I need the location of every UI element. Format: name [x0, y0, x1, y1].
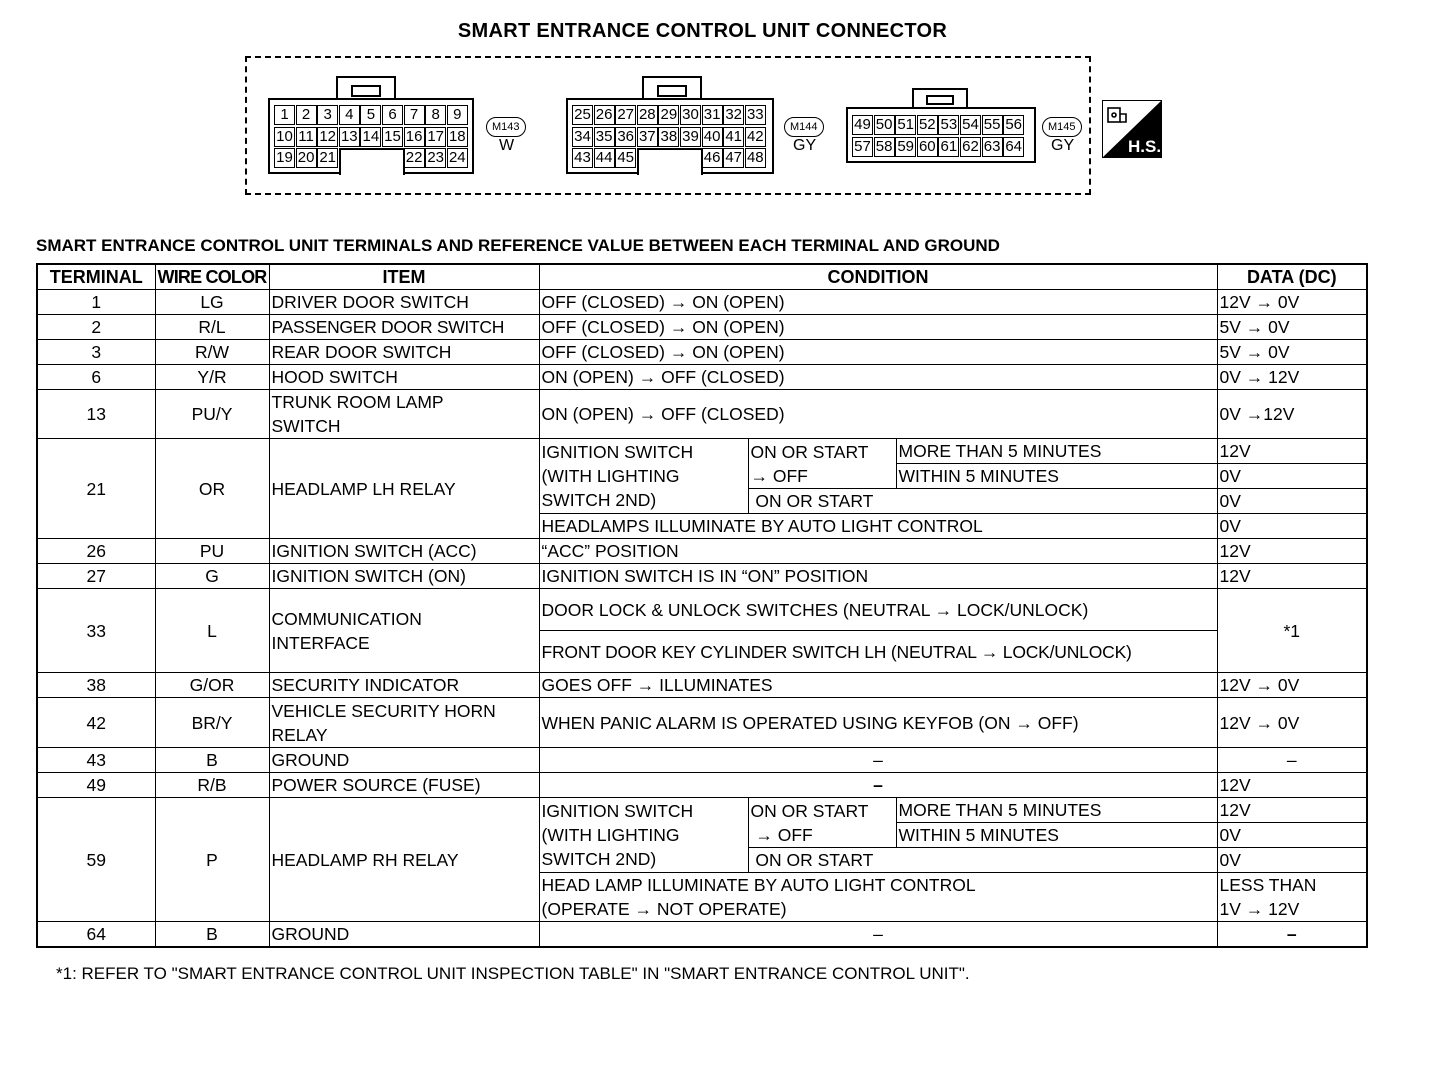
table-row	[37, 589, 1367, 631]
condition-line: IGNITION SWITCH	[541, 442, 694, 462]
connector-color-m144: GY	[793, 137, 817, 154]
connector-pin: 32	[723, 105, 744, 125]
terminal-cell: 3	[37, 340, 155, 365]
connector-latch-slot	[657, 85, 687, 97]
table-row	[37, 564, 1367, 589]
data-cell: 12V	[1217, 798, 1367, 823]
hs-icon-label: H.S.	[1128, 137, 1162, 156]
data-cell: 5V → 0V	[1217, 340, 1367, 365]
table-row	[37, 365, 1367, 390]
on-or-start-off-condition	[748, 439, 896, 489]
item-cell	[269, 698, 539, 748]
condition-line: → OFF	[750, 824, 813, 845]
header-item: ITEM	[269, 264, 539, 290]
ignition-switch-condition	[539, 798, 748, 873]
data-cell: 0V	[1217, 514, 1367, 539]
wire-color-cell: R/W	[155, 340, 269, 365]
wire-color-cell: P	[155, 798, 269, 922]
data-cell: 12V	[1217, 773, 1367, 798]
connector-pin: 51	[895, 115, 916, 135]
connector-pin: 30	[680, 105, 701, 125]
on-or-start-condition: ON OR START	[748, 848, 1217, 873]
connector-pin: 23	[425, 148, 446, 168]
condition-line: SWITCH 2ND)	[541, 849, 657, 869]
header-wire-color: WIRE COLOR	[155, 264, 269, 290]
terminal-cell: 26	[37, 539, 155, 564]
connector-pin: 43	[572, 148, 593, 168]
table-row	[37, 922, 1367, 948]
data-cell	[1217, 873, 1367, 922]
connector-pin: 35	[594, 127, 615, 147]
connector-pin: 57	[852, 137, 873, 157]
item-cell: SECURITY INDICATOR	[269, 673, 539, 698]
condition-cell: GOES OFF → ILLUMINATES	[539, 673, 1217, 698]
data-cell: –	[1217, 748, 1367, 773]
connector-pin: 4	[339, 105, 360, 125]
connector-color-m143: W	[499, 137, 515, 154]
terminal-cell: 42	[37, 698, 155, 748]
terminal-cell: 1	[37, 290, 155, 315]
connector-pin: 58	[874, 137, 895, 157]
data-line: LESS THAN	[1219, 875, 1317, 895]
connector-pin: 55	[982, 115, 1003, 135]
data-cell: 0V →12V	[1217, 390, 1367, 439]
connector-pin: 48	[745, 148, 766, 168]
item-cell: REAR DOOR SWITCH	[269, 340, 539, 365]
terminal-cell: 33	[37, 589, 155, 673]
condition-cell: OFF (CLOSED) → ON (OPEN)	[539, 290, 1217, 315]
connector-pin: 9	[447, 105, 468, 125]
connector-pin: 49	[852, 115, 873, 135]
connector-pin: 39	[680, 127, 701, 147]
connector-pin: 62	[960, 137, 981, 157]
condition-cell: OFF (CLOSED) → ON (OPEN)	[539, 340, 1217, 365]
condition-cell: –	[539, 922, 1217, 948]
terminal-cell: 49	[37, 773, 155, 798]
connector-pin: 10	[274, 127, 295, 147]
wire-color-cell: G	[155, 564, 269, 589]
item-line: COMMUNICATION	[271, 608, 422, 629]
connector-pin: 28	[637, 105, 658, 125]
terminal-cell: 64	[37, 922, 155, 948]
auto-light-condition	[539, 873, 1217, 922]
item-cell: IGNITION SWITCH (ACC)	[269, 539, 539, 564]
connector-latch-slot	[926, 95, 954, 105]
wire-color-cell: L	[155, 589, 269, 673]
item-cell	[269, 390, 539, 439]
data-line: 1V → 12V	[1219, 899, 1300, 919]
connector-pin: 13	[339, 127, 360, 147]
table-row	[37, 798, 1367, 823]
condition-line: ON OR START	[750, 441, 869, 462]
connector-pin: 19	[274, 148, 295, 168]
connector-pin: 5	[360, 105, 381, 125]
data-cell: 12V → 0V	[1217, 698, 1367, 748]
condition-cell: DOOR LOCK & UNLOCK SWITCHES (NEUTRAL → LOCK/UNLOCK)	[539, 589, 1217, 631]
connector-pin: 22	[404, 148, 425, 168]
terminal-cell: 27	[37, 564, 155, 589]
connector-pin: 53	[938, 115, 959, 135]
harness-side-icon	[1102, 100, 1162, 158]
data-cell: 12V	[1217, 439, 1367, 464]
item-line: SWITCH	[271, 416, 341, 436]
connector-pin: 3	[317, 105, 338, 125]
item-cell: POWER SOURCE (FUSE)	[269, 773, 539, 798]
timing-condition: MORE THAN 5 MINUTES	[896, 439, 1217, 464]
connector-pin: 1	[274, 105, 295, 125]
table-row	[37, 340, 1367, 365]
item-cell: HEADLAMP RH RELAY	[269, 798, 539, 922]
connector-pin: 31	[702, 105, 723, 125]
connector-pin: 50	[874, 115, 895, 135]
wire-color-cell: R/L	[155, 315, 269, 340]
connector-pin: 20	[296, 148, 317, 168]
item-line: RELAY	[271, 724, 328, 745]
table-row	[37, 290, 1367, 315]
connector-pin: 11	[296, 127, 317, 147]
condition-line: (WITH LIGHTING	[541, 825, 680, 845]
connector-notch	[637, 148, 703, 175]
connector-pin: 16	[404, 127, 425, 147]
connector-id-m143: M143	[486, 117, 526, 137]
table-row	[37, 390, 1367, 439]
connector-pin: 61	[938, 137, 959, 157]
connector-pin: 37	[637, 127, 658, 147]
terminal-cell: 43	[37, 748, 155, 773]
connector-pin: 56	[1003, 115, 1024, 135]
connector-id-m145: M145	[1042, 117, 1082, 137]
header-terminal: TERMINAL	[37, 264, 155, 290]
connector-pin: 46	[702, 148, 723, 168]
wire-color-cell: B	[155, 922, 269, 948]
connector-pin: 36	[615, 127, 636, 147]
item-cell: PASSENGER DOOR SWITCH	[269, 315, 539, 340]
item-cell: HEADLAMP LH RELAY	[269, 439, 539, 539]
condition-cell: WHEN PANIC ALARM IS OPERATED USING KEYFOB (ON → OFF)	[539, 698, 1217, 748]
connector-pin: 7	[404, 105, 425, 125]
wire-color-cell: OR	[155, 439, 269, 539]
connector-pin: 64	[1003, 137, 1024, 157]
terminal-cell: 38	[37, 673, 155, 698]
terminal-cell: 59	[37, 798, 155, 922]
connector-pin: 18	[447, 127, 468, 147]
connector-pin: 15	[382, 127, 403, 147]
timing-condition: WITHIN 5 MINUTES	[896, 464, 1217, 489]
connector-pin: 38	[658, 127, 679, 147]
item-cell: GROUND	[269, 922, 539, 948]
condition-cell: ON (OPEN) → OFF (CLOSED)	[539, 365, 1217, 390]
condition-cell: –	[539, 773, 1217, 798]
wire-color-cell: Y/R	[155, 365, 269, 390]
timing-condition: WITHIN 5 MINUTES	[896, 823, 1217, 848]
terminal-cell: 13	[37, 390, 155, 439]
data-cell: 12V	[1217, 539, 1367, 564]
table-row	[37, 673, 1367, 698]
terminal-table	[36, 263, 1368, 948]
connector-pin: 6	[382, 105, 403, 125]
condition-line: HEAD LAMP ILLUMINATE BY AUTO LIGHT CONTROL	[541, 875, 976, 895]
connector-id-m144: M144	[784, 117, 824, 137]
connector-pin: 26	[594, 105, 615, 125]
connector-pin: 63	[982, 137, 1003, 157]
table-row	[37, 315, 1367, 340]
connector-pin: 12	[317, 127, 338, 147]
wire-color-cell: B	[155, 748, 269, 773]
wire-color-cell: PU/Y	[155, 390, 269, 439]
connector-pin: 14	[360, 127, 381, 147]
condition-cell: ON (OPEN) → OFF (CLOSED)	[539, 390, 1217, 439]
data-cell: 12V → 0V	[1217, 673, 1367, 698]
connector-color-m145: GY	[1051, 137, 1075, 154]
item-cell: HOOD SWITCH	[269, 365, 539, 390]
table-row	[37, 698, 1367, 748]
item-cell	[269, 589, 539, 673]
on-or-start-off-condition	[748, 798, 896, 848]
connector-pin: 33	[745, 105, 766, 125]
connector-pin: 52	[917, 115, 938, 135]
timing-condition: MORE THAN 5 MINUTES	[896, 798, 1217, 823]
item-line: VEHICLE SECURITY HORN	[271, 700, 496, 721]
connector-pin: 44	[594, 148, 615, 168]
data-cell: 0V	[1217, 464, 1367, 489]
connector-pin: 25	[572, 105, 593, 125]
table-row	[37, 439, 1367, 464]
item-cell: IGNITION SWITCH (ON)	[269, 564, 539, 589]
condition-line: (OPERATE → NOT OPERATE)	[541, 899, 787, 919]
table-row	[37, 539, 1367, 564]
connector-pin: 2	[296, 105, 317, 125]
connector-notch	[339, 148, 405, 175]
connector-pin: 54	[960, 115, 981, 135]
connector-pin: 24	[447, 148, 468, 168]
terminal-cell: 6	[37, 365, 155, 390]
condition-line: SWITCH 2ND)	[541, 490, 657, 510]
connector-pin: 21	[317, 148, 338, 168]
item-cell: DRIVER DOOR SWITCH	[269, 290, 539, 315]
condition-cell: “ACC” POSITION	[539, 539, 1217, 564]
condition-cell: IGNITION SWITCH IS IN “ON” POSITION	[539, 564, 1217, 589]
condition-line: (WITH LIGHTING	[541, 466, 680, 486]
connector-pin: 59	[895, 137, 916, 157]
connector-pin: 8	[425, 105, 446, 125]
page-title: SMART ENTRANCE CONTROL UNIT CONNECTOR	[457, 20, 948, 42]
connector-pin: 29	[658, 105, 679, 125]
terminal-cell: 2	[37, 315, 155, 340]
ignition-switch-condition	[539, 439, 748, 514]
connector-latch-slot	[351, 85, 381, 97]
wire-color-cell: BR/Y	[155, 698, 269, 748]
connector-pin: 60	[917, 137, 938, 157]
data-cell: 0V	[1217, 848, 1367, 873]
wire-color-cell: G/OR	[155, 673, 269, 698]
data-cell: *1	[1217, 589, 1367, 673]
connector-pin: 45	[615, 148, 636, 168]
data-cell: 12V	[1217, 564, 1367, 589]
connector-pin: 27	[615, 105, 636, 125]
data-cell: 0V → 12V	[1217, 365, 1367, 390]
on-or-start-condition: ON OR START	[748, 489, 1217, 514]
header-condition: CONDITION	[539, 264, 1217, 290]
table-title: SMART ENTRANCE CONTROL UNIT TERMINALS AND REFERENCE VALUE BETWEEN EACH TERMINAL AND GROUND	[36, 236, 1000, 255]
item-line: TRUNK ROOM LAMP	[271, 392, 444, 412]
header-data: DATA (DC)	[1217, 264, 1367, 290]
wire-color-cell: PU	[155, 539, 269, 564]
connector-pin: 42	[745, 127, 766, 147]
connector-pin: 47	[723, 148, 744, 168]
terminal-cell: 21	[37, 439, 155, 539]
connector-pin: 40	[702, 127, 723, 147]
table-row	[37, 748, 1367, 773]
wire-color-cell: LG	[155, 290, 269, 315]
connector-pin: 34	[572, 127, 593, 147]
condition-line: IGNITION SWITCH	[541, 801, 694, 821]
item-cell: GROUND	[269, 748, 539, 773]
condition-cell: –	[539, 748, 1217, 773]
table-row	[37, 773, 1367, 798]
connector-pin: 41	[723, 127, 744, 147]
condition-cell: FRONT DOOR KEY CYLINDER SWITCH LH (NEUTRAL → LOCK/UNLOCK)	[539, 631, 1217, 673]
wire-color-cell: R/B	[155, 773, 269, 798]
auto-light-condition: HEADLAMPS ILLUMINATE BY AUTO LIGHT CONTROL	[539, 514, 1217, 539]
condition-line: ON OR START	[750, 800, 869, 821]
data-cell: 5V → 0V	[1217, 315, 1367, 340]
condition-line: → OFF	[750, 465, 808, 486]
connector-pin: 17	[425, 127, 446, 147]
item-line: INTERFACE	[271, 632, 370, 653]
footnote: *1: REFER TO "SMART ENTRANCE CONTROL UNIT INSPECTION TABLE" IN "SMART ENTRANCE CONTROL UNIT".	[56, 964, 970, 983]
data-cell: –	[1217, 922, 1367, 948]
data-cell: 0V	[1217, 489, 1367, 514]
data-cell: 12V → 0V	[1217, 290, 1367, 315]
condition-cell: OFF (CLOSED) → ON (OPEN)	[539, 315, 1217, 340]
data-cell: 0V	[1217, 823, 1367, 848]
